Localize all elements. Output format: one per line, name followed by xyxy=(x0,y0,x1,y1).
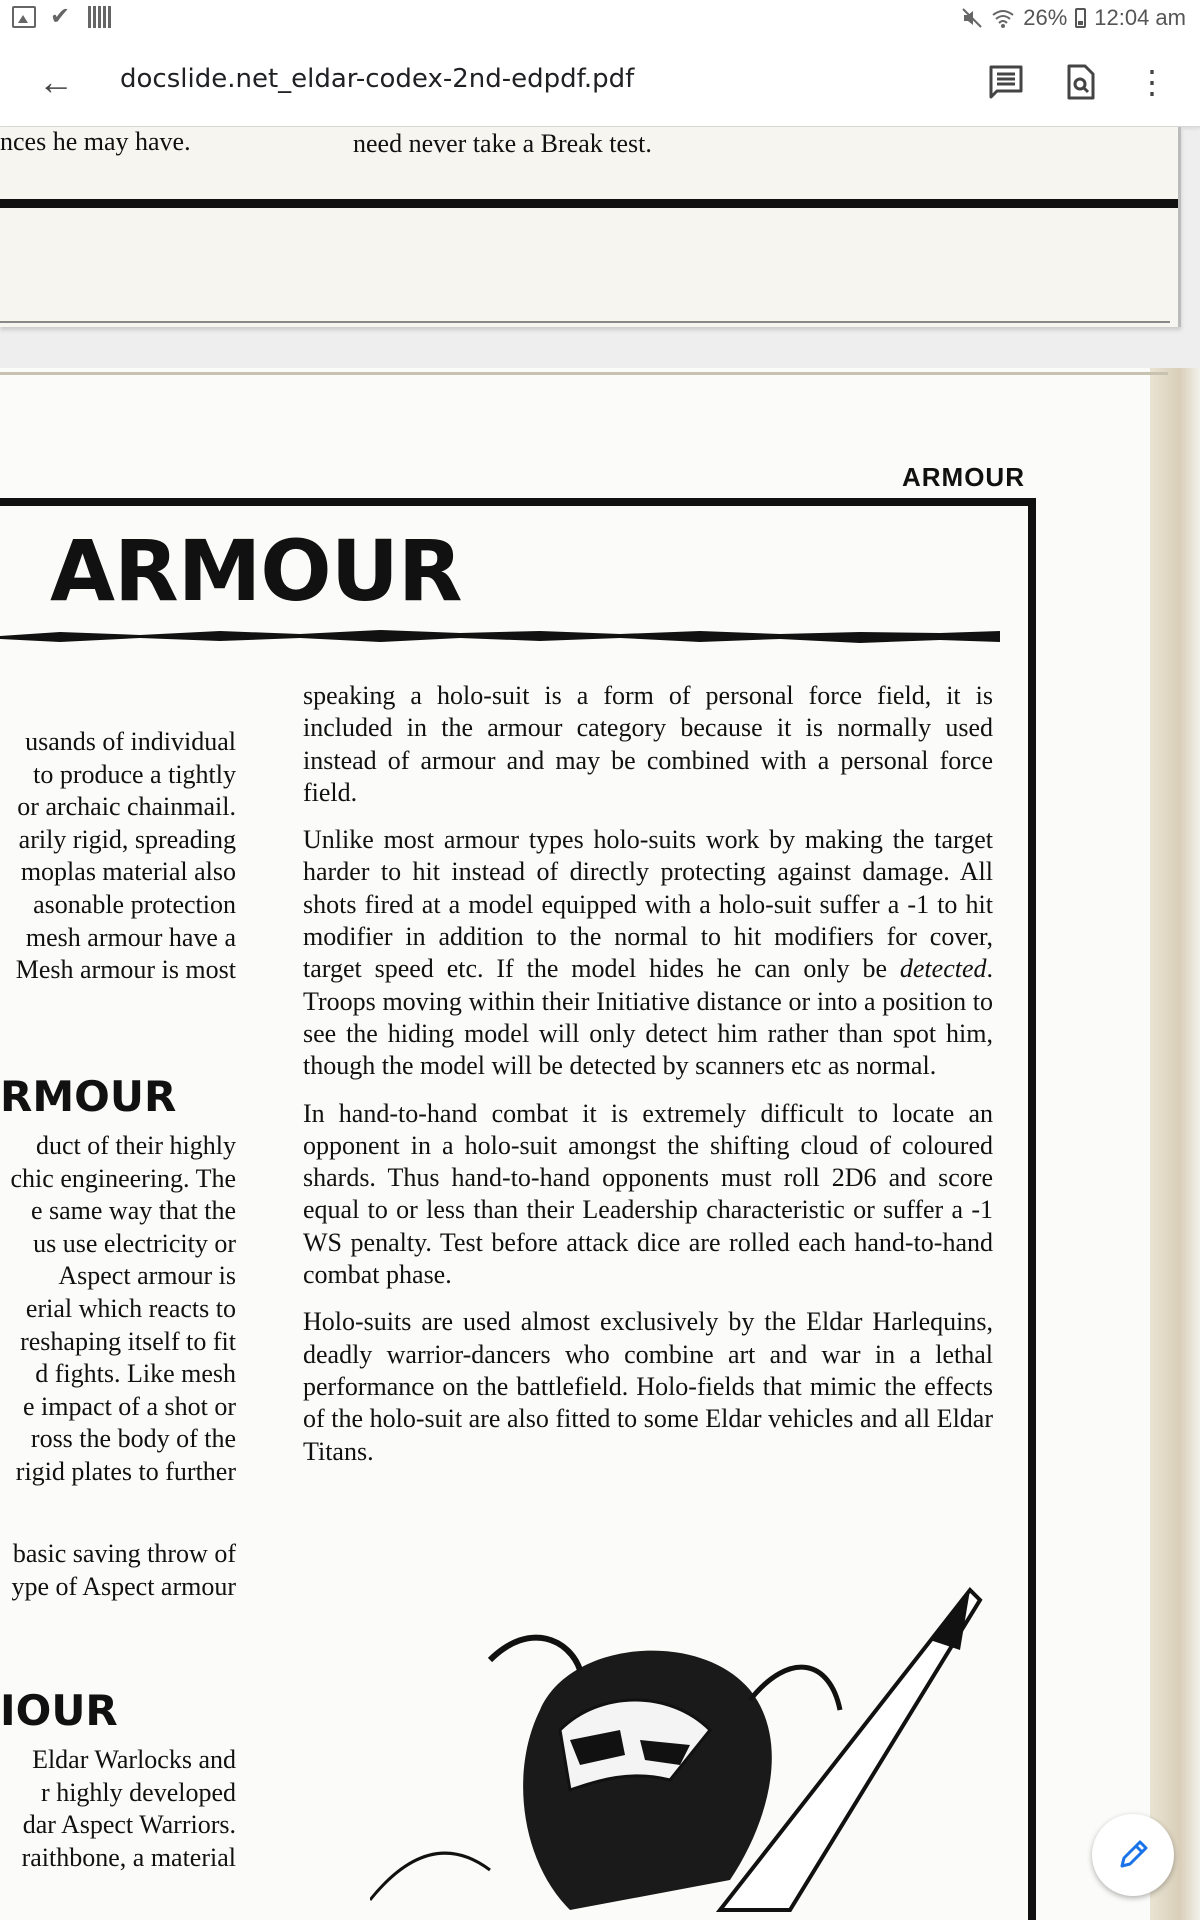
left-column-line: e same way that the xyxy=(30,1196,236,1226)
left-column-line: arily rigid, spreading xyxy=(18,824,236,854)
left-column-line: raithbone, a material xyxy=(21,1842,236,1872)
para2-emphasis: detected xyxy=(899,954,987,984)
left-column-line: mesh armour have a xyxy=(25,922,236,952)
left-column-line: asonable protection xyxy=(33,889,236,919)
check-icon: ✔ xyxy=(50,3,71,30)
left-column-line: e impact of a shot or xyxy=(23,1391,236,1421)
left-column-para3 xyxy=(0,1538,236,1603)
left-column-line: usands of individual xyxy=(25,727,236,756)
left-column-para4 xyxy=(0,1744,236,1874)
page1-rule xyxy=(0,199,1178,208)
harlequin-illustration xyxy=(370,1580,1010,1920)
brush-stroke-rule xyxy=(0,626,1000,648)
status-bar xyxy=(0,0,1200,38)
left-column-line: to produce a tightly xyxy=(33,759,236,789)
app-bar xyxy=(0,38,1200,127)
page2-top-edge xyxy=(0,372,1168,375)
running-head: ARMOUR xyxy=(902,462,1025,492)
page1-left-fragment: nces he may have. xyxy=(0,127,191,156)
notification-icons xyxy=(12,3,112,30)
left-column-line: or archaic chainmail. xyxy=(17,792,236,822)
holo-suit-para-1: speaking a holo-suit is a form of personal force field, it is included in the armour category because it is normally used instead of armour and may be combined with a personal force field. xyxy=(303,681,993,807)
battery-percent: 26% xyxy=(1023,5,1068,30)
holo-suit-para-2 xyxy=(303,824,993,1082)
more-options-button[interactable] xyxy=(1136,62,1166,102)
left-column-line: d fights. Like mesh xyxy=(35,1359,236,1389)
comments-icon xyxy=(986,62,1026,102)
holo-suit-para-4: Holo-suits are used almost exclusively by the Eldar Harlequins, deadly warrior-dancers who combine art and war in a lethal performance on the battlefield. Holo-fields that mimic the effects of the holo-suit are also fitted to some Eldar vehicles and all Eldar Titans. xyxy=(303,1307,993,1466)
left-column-line: duct of their highly xyxy=(35,1131,236,1160)
left-column-line: Aspect armour is xyxy=(58,1261,236,1291)
arrow-back-icon: ← xyxy=(38,61,74,102)
news-icon xyxy=(88,6,112,28)
left-column-line: erial which reacts to xyxy=(25,1293,236,1323)
page-heading: ARMOUR xyxy=(50,522,462,620)
left-column-line: basic saving throw of xyxy=(12,1539,236,1568)
holo-suit-para-3: In hand-to-hand combat it is extremely difficult to locate an opponent in a holo-suit amongst the shifting cloud of coloured shards. Thus hand-to-hand opponents must roll 2D6 and score equal to or less than their Leadership characteristic or suffer a -1 WS penalty. Test before attack dice are rolled each hand-to-hand combat phase. xyxy=(303,1098,993,1290)
left-column-para1 xyxy=(0,726,236,987)
page1-right-fragment: need never take a Break test. xyxy=(353,129,652,158)
left-subheading-2: IOUR xyxy=(0,1686,118,1735)
para2-text-b: . Troops moving within their Initiative distance or into a position to see the hiding model will only detect him rather than spot him, though the model will be detected by scanners etc as normal. xyxy=(303,954,993,1081)
document-title: docslide.net_eldar-codex-2nd-edpdf.pdf xyxy=(120,64,635,94)
left-column-line: rigid plates to further xyxy=(15,1456,236,1486)
left-column-line: moplas material also xyxy=(20,857,236,887)
left-column-line: Mesh armour is most xyxy=(15,955,236,985)
pdf-page-1 xyxy=(0,127,1181,327)
page1-edge xyxy=(0,321,1170,323)
system-status xyxy=(961,5,1186,31)
clock: 12:04 am xyxy=(1094,5,1186,30)
left-column-line: ype of Aspect armour xyxy=(11,1571,236,1601)
left-column-line: ross the body of the xyxy=(30,1424,236,1454)
frame-top-rule xyxy=(0,498,1036,506)
right-column xyxy=(303,680,993,1483)
left-subheading-1: RMOUR xyxy=(0,1072,177,1121)
find-in-page-button[interactable] xyxy=(1060,62,1100,102)
left-column-line: us use electricity or xyxy=(33,1228,236,1258)
frame-right-rule xyxy=(1028,498,1036,1920)
left-column-line: reshaping itself to fit xyxy=(20,1326,236,1356)
find-in-page-icon xyxy=(1060,62,1100,102)
gallery-icon xyxy=(12,6,36,28)
page2-binding-edge xyxy=(1150,368,1200,1920)
wifi-icon xyxy=(991,7,1015,29)
back-button[interactable] xyxy=(34,60,78,104)
edit-pencil-icon xyxy=(1116,1838,1150,1872)
left-column-line: chic engineering. The xyxy=(10,1163,236,1193)
comments-button[interactable] xyxy=(986,62,1026,102)
battery-icon xyxy=(1075,8,1086,28)
left-column-para2 xyxy=(0,1130,236,1489)
more-vert-icon: ⋮ xyxy=(1136,64,1168,100)
left-column-line: dar Aspect Warriors. xyxy=(22,1810,236,1840)
para2-text-a: Unlike most armour types holo-suits work by making the target harder to hit instead of directly protecting against damage. All shots fired at a model equipped with a holo-suit suffer a -1 to hit modifier in addition to the normal to hit modifiers for cover, target speed etc. If the model hides he can only be xyxy=(303,825,993,984)
mute-icon xyxy=(961,7,983,29)
left-column-line: r highly developed xyxy=(41,1777,236,1807)
left-column-line: Eldar Warlocks and xyxy=(32,1745,236,1774)
edit-fab[interactable] xyxy=(1092,1814,1174,1896)
